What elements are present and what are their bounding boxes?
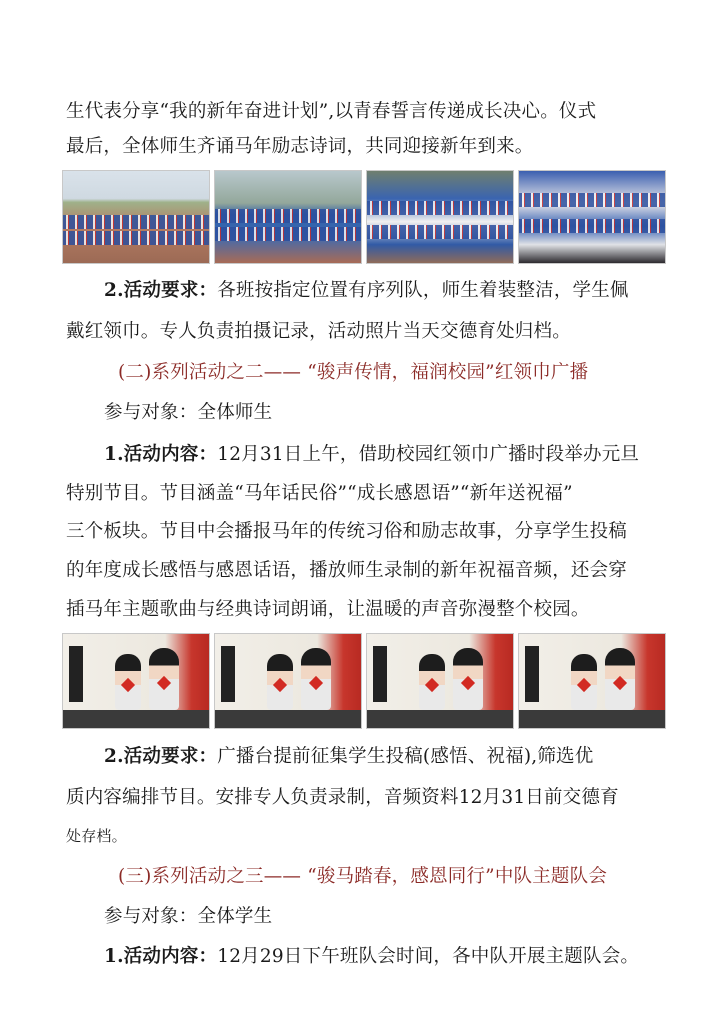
photo-strip-ceremony xyxy=(62,170,666,264)
photo-strip-broadcast xyxy=(62,633,666,729)
requirement-2-text: 广播台提前征集学生投稿(感悟、祝福),筛选优 xyxy=(217,746,594,767)
requirement-2-line-3: 处存档。 xyxy=(66,827,127,845)
intro-line-1: 生代表分享“我的新年奋进计划”,以青春誓言传递成长决心。仪式 xyxy=(66,101,597,122)
requirement-1-line-2: 戴红领巾。专人负责拍摄记录，活动照片当天交德育处归档。 xyxy=(66,321,571,342)
content-3-label: 1.活动内容： xyxy=(104,946,218,967)
content-3 xyxy=(104,942,639,968)
ceremony-photo-3 xyxy=(366,170,514,264)
ceremony-photo-2 xyxy=(214,170,362,264)
requirement-2-label: 2.活动要求： xyxy=(104,746,218,767)
ceremony-photo-1 xyxy=(62,170,210,264)
content-2 xyxy=(104,440,639,466)
requirement-1-label: 2.活动要求： xyxy=(104,280,218,301)
ceremony-photo-4 xyxy=(518,170,666,264)
content-2-label: 1.活动内容： xyxy=(104,444,218,465)
intro-line-2: 最后，全体师生齐诵马年励志诗词，共同迎接新年到来。 xyxy=(66,136,534,157)
requirement-1-text: 各班按指定位置有序列队，师生着装整洁，学生佩 xyxy=(217,280,629,301)
requirement-2-line-2: 质内容编排节目。安排专人负责录制，音频资料12月31日前交德育 xyxy=(66,787,619,808)
broadcast-photo-4 xyxy=(518,633,666,729)
broadcast-photo-3 xyxy=(366,633,514,729)
section-3-heading: (三)系列活动之三—— “骏马踏春，感恩同行”中队主题队会 xyxy=(118,866,608,887)
content-2-line-4: 的年度成长感悟与感恩话语，播放师生录制的新年祝福音频，还会穿 xyxy=(66,560,628,581)
content-3-text: 12月29日下午班队会时间，各中队开展主题队会。 xyxy=(217,946,640,967)
section-3-participants: 参与对象：全体学生 xyxy=(104,906,273,927)
requirement-1 xyxy=(104,276,629,302)
content-2-line-5: 插马年主题歌曲与经典诗词朗诵，让温暖的声音弥漫整个校园。 xyxy=(66,599,590,620)
section-2-participants: 参与对象：全体师生 xyxy=(104,402,273,423)
broadcast-photo-1 xyxy=(62,633,210,729)
content-2-text: 12月31日上午，借助校园红领巾广播时段举办元旦 xyxy=(217,444,640,465)
section-2-heading: (二)系列活动之二—— “骏声传情，福润校园”红领巾广播 xyxy=(118,362,589,383)
requirement-2 xyxy=(104,742,593,768)
content-2-line-3: 三个板块。节目中会播报马年的传统习俗和励志故事，分享学生投稿 xyxy=(66,521,628,542)
content-2-line-2: 特别节目。节目涵盖“马年话民俗”“成长感恩语”“新年送祝福” xyxy=(66,483,573,504)
broadcast-photo-2 xyxy=(214,633,362,729)
